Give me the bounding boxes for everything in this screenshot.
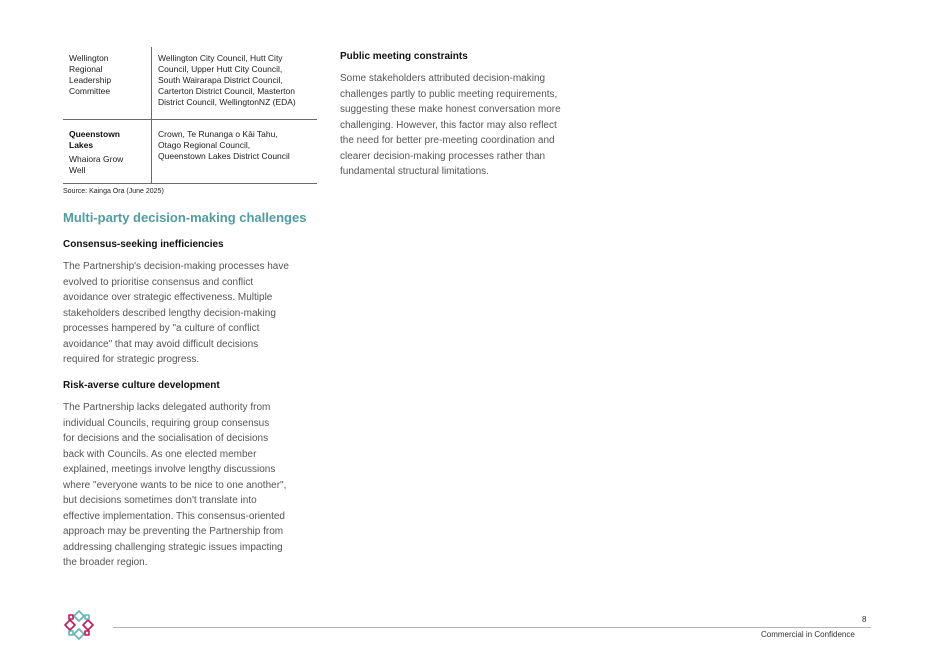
cell-line: South Wairarapa District Council,	[158, 75, 283, 85]
paragraph-line: the broader region.	[63, 557, 148, 568]
paragraph-line: avoidance" that may avoid difficult decisions	[63, 338, 259, 350]
footer-divider	[113, 627, 871, 628]
public-meeting-paragraph	[340, 71, 561, 180]
paragraph-line: avoidance over strategic effectiveness. Multiple	[63, 292, 273, 303]
risk-paragraph	[63, 400, 286, 571]
cell-line: Whaiora Grow	[69, 154, 124, 164]
cell-line: Leadership	[69, 75, 112, 85]
paragraph-line: back with Councils. As one elected member	[63, 448, 257, 460]
paragraph-line: fundamental structural limitations.	[340, 166, 489, 177]
paragraph-line: approach may be preventing the Partnership from	[63, 526, 284, 537]
paragraph-line: effective implementation. This consensus-oriented	[63, 510, 285, 522]
paragraph-line: stakeholders described lengthy decision-making	[63, 307, 276, 319]
cell-line: Wellington City Council, Hutt City	[158, 53, 283, 63]
paragraph-line: individual Councils, requiring group consensus	[63, 417, 270, 429]
table-cell-members	[152, 120, 317, 183]
cell-line: Committee	[69, 86, 111, 96]
table-source-note: Source: Kainga Ora (June 2025)	[63, 188, 164, 195]
section-title: Multi-party decision-making challenges	[63, 210, 307, 225]
cell-line: Carterton District Council, Masterton	[158, 86, 295, 96]
cell-line: Queenstown Lakes District Council	[158, 151, 290, 161]
cell-title-line: Lakes	[69, 140, 94, 150]
paragraph-line: explained, meetings involve lengthy discussions	[63, 464, 276, 475]
cell-line: Crown, Te Runanga o Kāi Tahu,	[158, 129, 278, 139]
paragraph-line: suggesting these make honest conversation more	[340, 104, 561, 115]
paragraph-line: where "everyone wants to be nice to one another",	[63, 479, 287, 491]
cell-line: Wellington	[69, 53, 109, 63]
paragraph-line: but decisions sometimes don't translate into	[63, 495, 257, 506]
paragraph-line: Some stakeholders attributed decision-making	[340, 73, 546, 84]
paragraph-line: challenges partly to public meeting requirements,	[340, 88, 558, 100]
cell-line: Regional	[69, 64, 103, 74]
paragraph-line: the need for better pre-meeting coordination and	[340, 135, 555, 146]
paragraph-line: evolved to prioritise consensus and conflict	[63, 276, 254, 288]
paragraph-line: The Partnership lacks delegated authority from	[63, 402, 271, 413]
consensus-heading: Consensus-seeking inefficiencies	[63, 239, 224, 250]
table-cell-partnership	[63, 120, 152, 183]
paragraph-line: challenging. However, this factor may also reflect	[340, 119, 557, 131]
paragraph-line: required for strategic progress.	[63, 354, 200, 365]
table-row	[63, 120, 317, 184]
partnership-table	[63, 47, 317, 184]
consensus-paragraph	[63, 259, 289, 368]
page-number: 8	[862, 615, 867, 624]
public-meeting-heading: Public meeting constraints	[340, 51, 468, 62]
table-cell-members	[152, 47, 317, 119]
paragraph-line: for decisions and the socialisation of decisions	[63, 433, 269, 444]
cell-title-line: Queenstown	[69, 129, 121, 139]
paragraph-line: clearer decision-making processes rather than	[340, 150, 546, 162]
cell-line: Council, Upper Hutt City Council,	[158, 64, 283, 74]
cell-line: District Council, WellingtonNZ (EDA)	[158, 97, 296, 107]
paragraph-line: processes hampered by "a culture of conflict	[63, 323, 260, 334]
cell-line: Otago Regional Council,	[158, 140, 251, 150]
risk-heading: Risk-averse culture development	[63, 380, 220, 391]
paragraph-line: The Partnership's decision-making processes have	[63, 261, 289, 272]
table-cell-partnership	[63, 47, 152, 119]
kainga-ora-logo-icon	[63, 609, 95, 641]
paragraph-line: addressing challenging strategic issues impacting	[63, 541, 283, 553]
table-row	[63, 47, 317, 120]
confidentiality-label: Commercial in Confidence	[761, 630, 855, 639]
cell-line: Well	[69, 165, 86, 175]
